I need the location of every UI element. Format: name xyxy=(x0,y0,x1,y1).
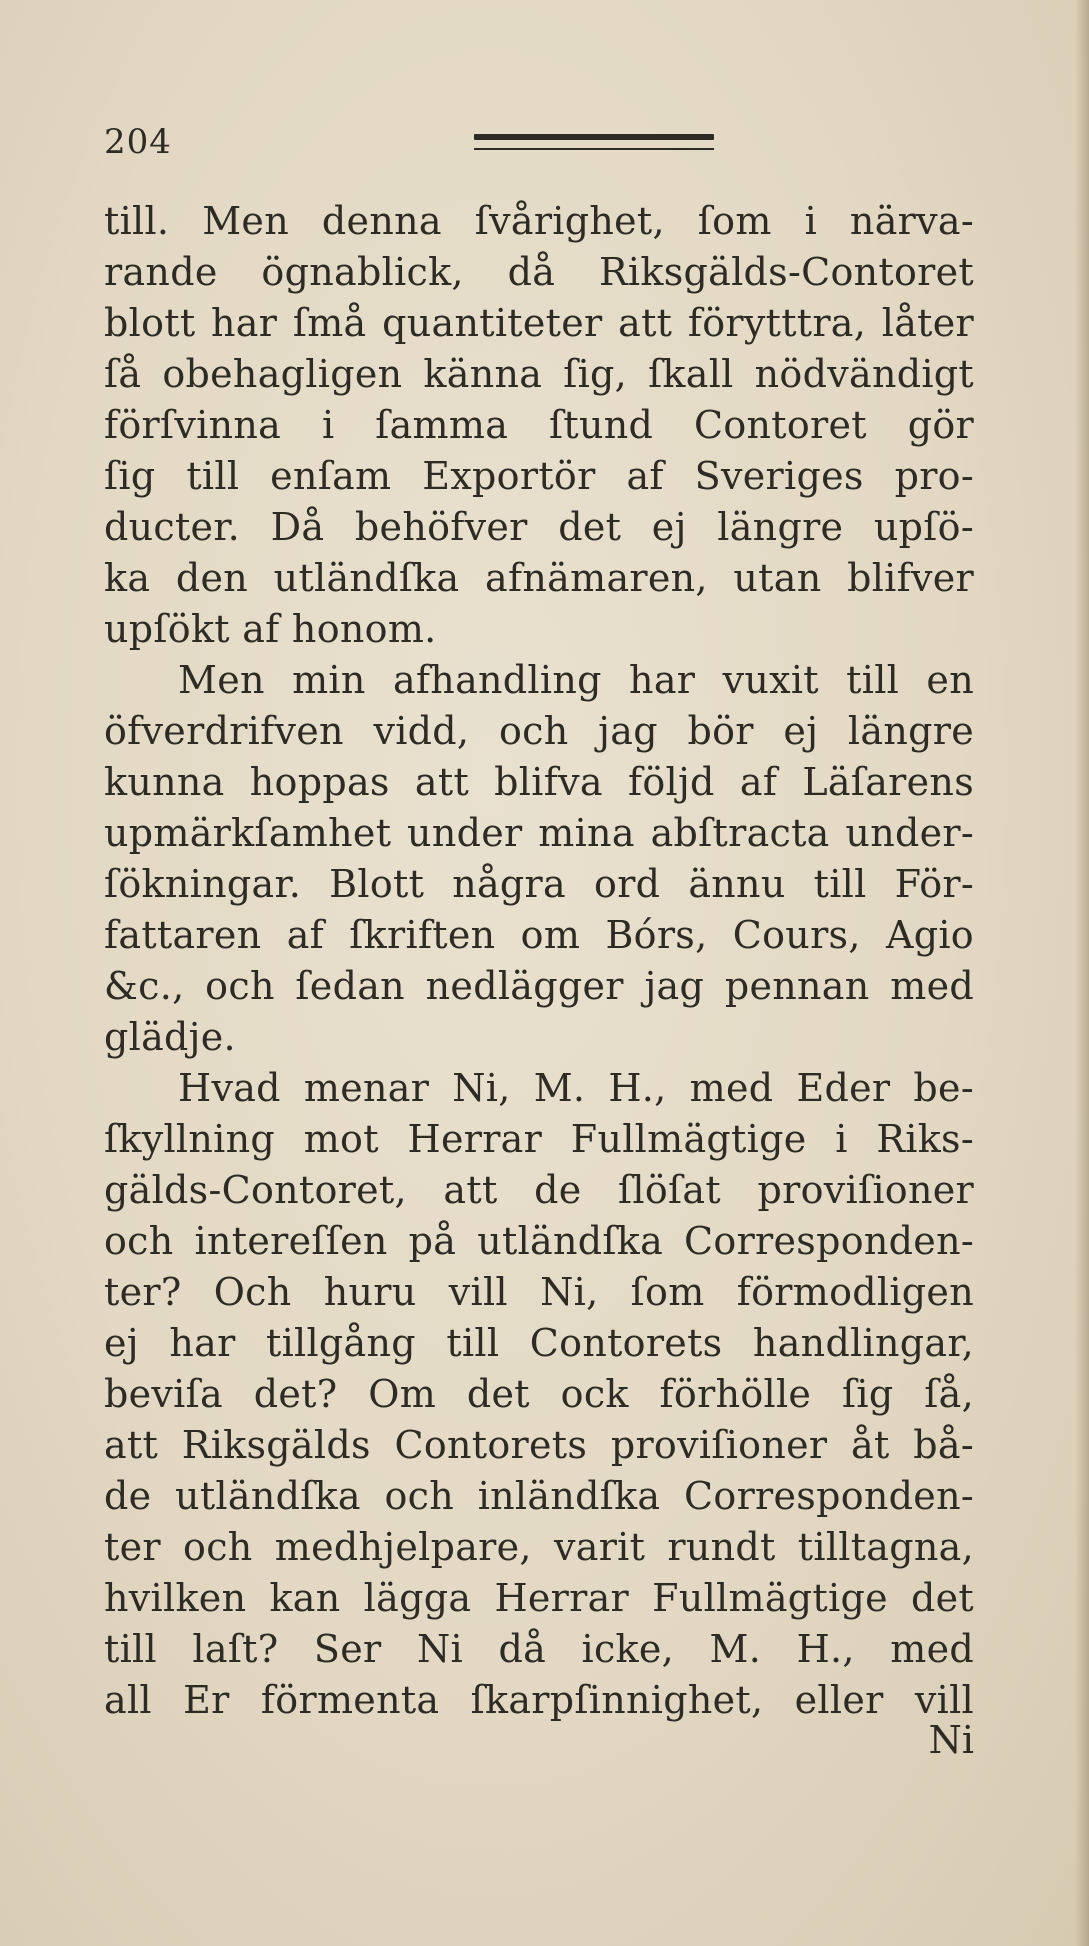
text-line: &c., och ſedan nedlägger jag pennan med xyxy=(104,964,974,1008)
text-line: Men min afhandling har vuxit till en xyxy=(178,658,974,702)
page-header xyxy=(104,122,1004,172)
catchword: Ni xyxy=(928,1718,974,1762)
text-line: till laſt? Ser Ni då icke, M. H., med xyxy=(104,1627,974,1671)
ornament-bar-thick xyxy=(474,134,714,140)
text-line: ej har tillgång till Contorets handlingar, xyxy=(104,1321,974,1365)
text-line: beviſa det? Om det ock förhölle ſig ſå, xyxy=(104,1372,974,1416)
text-line: ſkyllning mot Herrar Fullmägtige i Riks- xyxy=(104,1117,974,1161)
text-line: öfverdrifven vidd, och jag bör ej längre xyxy=(104,709,974,753)
text-line: Hvad menar Ni, M. H., med Eder be- xyxy=(178,1066,974,1110)
text-line: förſvinna i ſamma ſtund Contoret gör xyxy=(104,403,974,447)
text-line: upſökt af honom. xyxy=(104,607,437,651)
text-line: blott har ſmå quantiteter att förytttra, låter xyxy=(104,301,974,345)
text-line: rande ögnablick, då Riksgälds-Contoret xyxy=(104,250,974,294)
text-line: glädje. xyxy=(104,1015,236,1059)
text-line: ter och medhjelpare, varit rundt tilltagna, xyxy=(104,1525,974,1569)
text-line: gälds-Contoret, att de ſlöſat proviſioner xyxy=(104,1168,974,1212)
page-edge-shadow xyxy=(1075,0,1089,1946)
text-line: upmärkſamhet under mina abſtracta under- xyxy=(104,811,974,855)
body-text xyxy=(104,196,974,1726)
text-line: de utländſka och inländſka Corresponden- xyxy=(104,1474,974,1518)
text-line: till. Men denna ſvårighet, ſom i närva- xyxy=(104,199,974,243)
text-line: och intereſſen på utländſka Corresponden- xyxy=(104,1219,974,1263)
text-line: ka den utländſka afnämaren, utan blifver xyxy=(104,556,974,600)
text-line: hvilken kan lägga Herrar Fullmägtige det xyxy=(104,1576,974,1620)
text-line: ſå obehagligen känna ſig, ſkall nödvändigt xyxy=(104,352,974,396)
ornament-bar-thin xyxy=(474,148,714,150)
page-number: 204 xyxy=(104,122,172,162)
text-line: fattaren af ſkriften om Bórs, Cours, Agio xyxy=(104,913,974,957)
text-line: kunna hoppas att blifva följd af Läſarens xyxy=(104,760,974,804)
text-line: ſökningar. Blott några ord ännu till För- xyxy=(104,862,974,906)
text-line: ſig till enſam Exportör af Sveriges pro- xyxy=(104,454,974,498)
text-line: att Riksgälds Contorets proviſioner åt bå- xyxy=(104,1423,974,1467)
text-line: ter? Och huru vill Ni, ſom förmodligen xyxy=(104,1270,974,1314)
double-rule-ornament-icon xyxy=(474,134,714,156)
text-line: all Er förmenta ſkarpſinnighet, eller vill xyxy=(104,1678,974,1722)
text-line: ducter. Då behöfver det ej längre upſö- xyxy=(104,505,974,549)
